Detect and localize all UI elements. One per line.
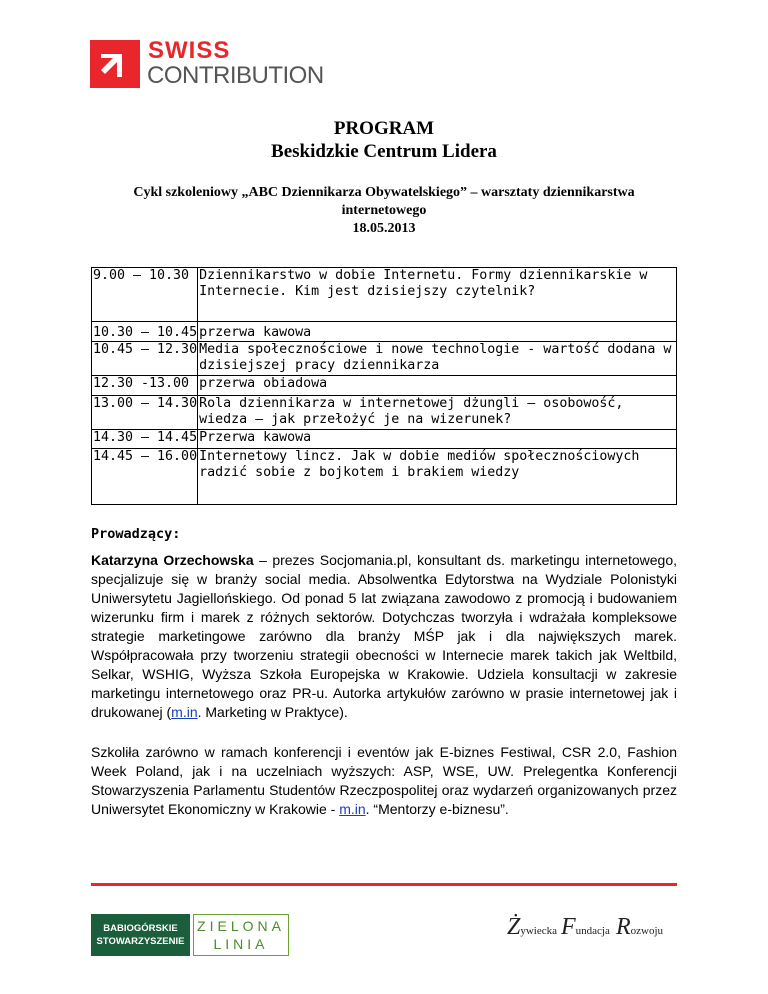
presenter-name: Katarzyna Orzechowska bbox=[91, 552, 254, 568]
schedule-time: 13.00 – 14.30 bbox=[92, 396, 198, 430]
bio-paragraph-1 bbox=[91, 551, 677, 722]
schedule-topic: Przerwa kawowa bbox=[198, 430, 677, 449]
schedule-time: 10.45 – 12.30 bbox=[92, 342, 198, 376]
zfr-initial-3: R bbox=[616, 914, 631, 940]
schedule-time: 12.30 -13.00 bbox=[92, 376, 198, 396]
bio-text-2: Szkoliła zarówno w ramach konferencji i eventów jak E-biznes Festiwal, CSR 2.0, Fashion Week Poland, jak i na uczelniach wyższych: ASP, WSE, UW. Prelegentka Konferencji Stowarzyszenia Parlamentu Studentów Rzeczpospolitej oraz wydarzeń organizowanych przez Uniwersytet Ekonomiczny w Krakowie - bbox=[91, 744, 677, 817]
schedule-table bbox=[91, 267, 677, 505]
schedule-row bbox=[92, 430, 677, 449]
schedule-topic: Dziennikarstwo w dobie Internetu. Formy dziennikarskie w Internecie. Kim jest dzisiejszy czytelnik? bbox=[198, 268, 677, 322]
zielona-line-1: ZIELONA bbox=[197, 918, 285, 934]
logo-swiss-text: SWISS bbox=[148, 37, 231, 64]
event-date: 18.05.2013 bbox=[352, 221, 416, 236]
schedule-topic: przerwa kawowa bbox=[198, 322, 677, 342]
schedule-row bbox=[92, 342, 677, 376]
babio-line-1: BABIOGÓRSKIE bbox=[103, 923, 178, 934]
page-subtitle: Beskidzkie Centrum Lidera bbox=[271, 141, 497, 162]
zywiecka-fundacja-logo bbox=[497, 908, 675, 948]
schedule-time: 9.00 – 10.30 bbox=[92, 268, 198, 322]
schedule-time: 14.45 – 16.00 bbox=[92, 449, 198, 505]
zfr-word-1: ywiecka bbox=[520, 925, 558, 937]
zfr-word-3: ozwoju bbox=[630, 925, 664, 937]
zfr-initial-1: Ż bbox=[507, 914, 521, 940]
schedule-topic: Internetowy lincz. Jak w dobie mediów społecznościowych radzić sobie z bojkotem i brakiem wiedzy bbox=[198, 449, 677, 505]
zielona-line-2: LINIA bbox=[213, 936, 269, 952]
event-series: Cykl szkoleniowy „ABC Dziennikarza Obywatelskiego” – warsztaty dziennikarstwa bbox=[133, 185, 635, 200]
schedule-row bbox=[92, 268, 677, 322]
schedule-row bbox=[92, 322, 677, 342]
schedule-topic: Media społecznościowe i nowe technologie - wartość dodana w dzisiejszej pracy dziennikarza bbox=[198, 342, 677, 376]
swiss-flag-icon bbox=[90, 40, 140, 88]
presenters-heading: Prowadzący: bbox=[91, 526, 181, 542]
schedule-topic: przerwa obiadowa bbox=[198, 376, 677, 396]
bio-link-2[interactable]: m.in bbox=[339, 801, 366, 817]
bio-text-2-end: . “Mentorzy e-biznesu”. bbox=[365, 801, 509, 817]
page-title: PROGRAM bbox=[333, 118, 435, 139]
bio-text-1-end: . Marketing w Praktyce). bbox=[197, 704, 348, 720]
babio-line-2: STOWARZYSZENIE bbox=[96, 936, 185, 947]
zielona-linia-logo bbox=[193, 914, 289, 956]
schedule-time: 14.30 – 14.45 bbox=[92, 430, 198, 449]
zfr-word-2: undacja bbox=[575, 925, 610, 937]
schedule-row bbox=[92, 449, 677, 505]
schedule-time: 10.30 – 10.45 bbox=[92, 322, 198, 342]
schedule-row bbox=[92, 396, 677, 430]
event-series-cont: internetowego bbox=[341, 203, 427, 218]
zfr-part-3 bbox=[616, 914, 663, 941]
schedule-topic: Rola dziennikarza w internetowej dżungli – osobowość, wiedza – jak przełożyć je na wizerunek? bbox=[198, 396, 677, 430]
bio-paragraph-2 bbox=[91, 743, 677, 819]
bio-text-1: – prezes Socjomania.pl, konsultant ds. marketingu internetowego, specjalizuje się w branży social media. Absolwentka Edytorstwa na Wydziale Polonistyki Uniwersytetu Jagiellońskiego. Od ponad 5 lat związana zawodowo z promocją i budowaniem wizerunku firm i marek z różnych sektorów. Dotychczas tworzyła i wdrażała kompleksowe strategie marketingowe zarówno dla branży MŚP jak i dla największych marek. Współpracowała przy tworzeniu strategii obecności w Internecie marek takich jak Weltbild, Selkar, WSHIG, Wyższa Szkoła Europejska w Krakowie. Udziela konsultacji w zakresie marketingu internetowego oraz PR-u. Autorka artykułów zarówno w prasie internetowej jak i drukowanej ( bbox=[91, 552, 678, 720]
logo-contribution-text: CONTRIBUTION bbox=[147, 62, 324, 89]
bio-link-1[interactable]: m.in bbox=[171, 704, 198, 720]
zfr-initial-2: F bbox=[561, 914, 576, 940]
babiogorskie-logo bbox=[91, 914, 190, 956]
schedule-row bbox=[92, 376, 677, 396]
zfr-part-1 bbox=[507, 914, 557, 941]
event-description bbox=[95, 184, 673, 238]
zfr-part-2 bbox=[561, 914, 610, 941]
footer-divider bbox=[91, 883, 677, 886]
